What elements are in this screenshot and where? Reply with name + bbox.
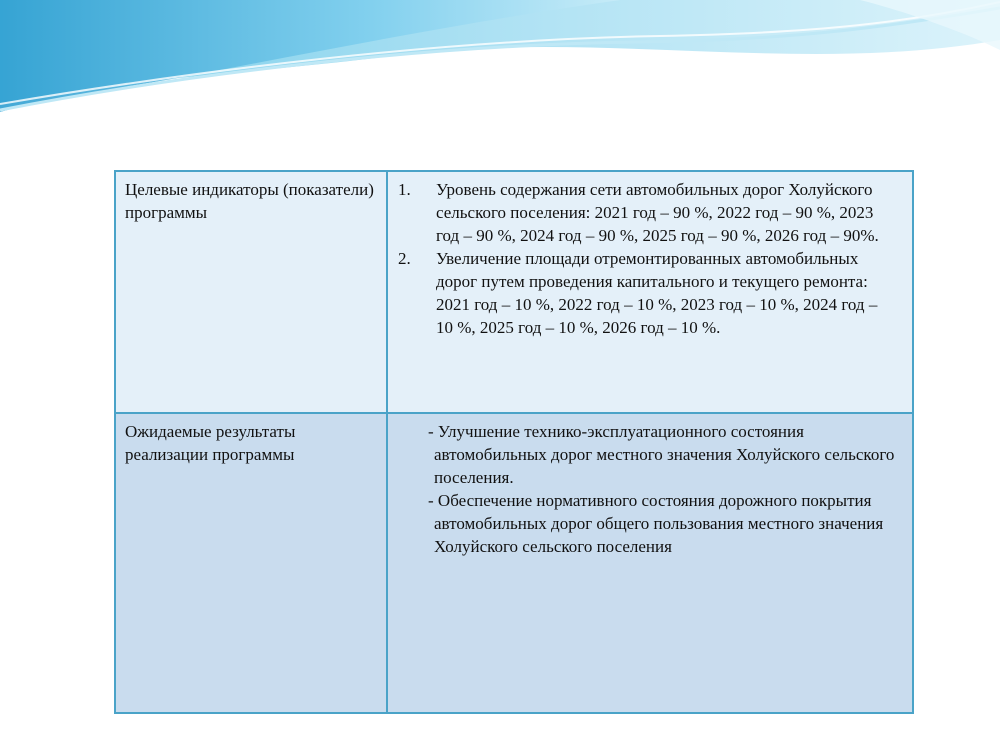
list-item-number: 2.: [398, 249, 411, 268]
result-line: - Улучшение технико-эксплуатационного состояния автомобильных дорог местного значения Холуйского сельского поселения.: [428, 422, 895, 487]
indicators-list: [398, 178, 898, 339]
wave-header-decoration: [0, 0, 1000, 130]
indicators-content-cell: [387, 171, 913, 413]
program-info-table: [114, 170, 914, 714]
indicators-label-cell: [115, 171, 387, 413]
table-row-indicators: [115, 171, 913, 413]
indicators-label: Целевые индикаторы (показатели) программы: [125, 180, 374, 222]
table-row-results: [115, 413, 913, 713]
results-label-cell: [115, 413, 387, 713]
result-line: - Обеспечение нормативного состояния дорожного покрытия автомобильных дорог общего пользования местного значения Холуйского сельского поселения: [428, 491, 884, 556]
results-list: [398, 420, 898, 558]
results-content-cell: [387, 413, 913, 713]
list-item-text: Увеличение площади отремонтированных автомобильных дорог путем проведения капитального и текущего ремонта: 2021 год – 10 %, 2022 год – 10 %, 2023 год – 10 %, 2024 год – 10 %, 2025 год – 10 %, 2026 год – 10 %.: [436, 249, 878, 337]
results-label: Ожидаемые результаты реализации программы: [125, 422, 296, 464]
list-item-number: 1.: [398, 180, 411, 199]
info-table-wrapper: [114, 170, 912, 714]
list-item: [398, 178, 898, 247]
list-item: [398, 247, 898, 339]
list-item-text: Уровень содержания сети автомобильных дорог Холуйского сельского поселения: 2021 год – 90 %, 2022 год – 90 %, 2023 год – 90 %, 2024 год – 90 %, 2025 год – 90 %, 2026 год – 90%.: [436, 180, 879, 245]
